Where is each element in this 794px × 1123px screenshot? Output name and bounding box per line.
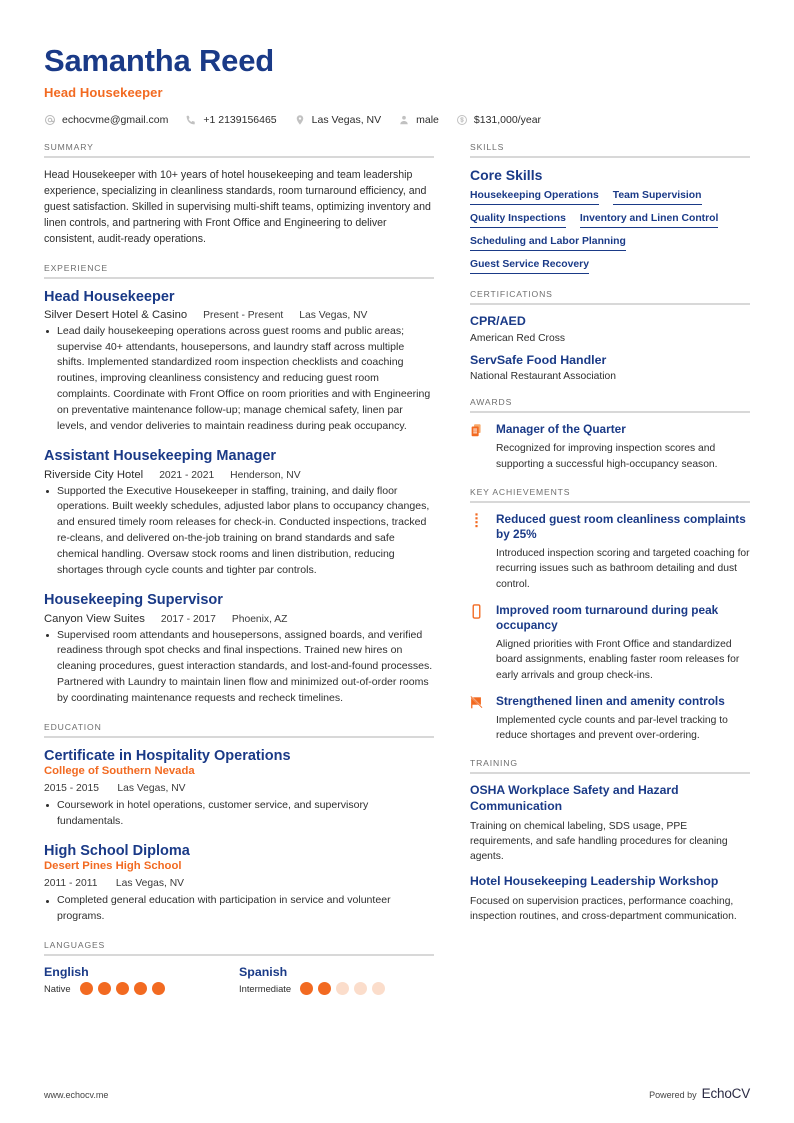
certification-item	[470, 314, 750, 344]
education-degree: Certificate in Hospitality Operations	[44, 747, 291, 764]
contact-phone[interactable]	[185, 114, 276, 126]
contact-email[interactable]	[44, 114, 168, 126]
experience-location: Phoenix, AZ	[231, 613, 288, 625]
section-certifications	[470, 289, 750, 382]
skill-tag: Team Supervision	[613, 190, 702, 205]
clipboard-icon	[470, 422, 496, 472]
bullet-item: Coursework in hotel operations, customer service, and supervisory fundamentals.	[44, 798, 434, 830]
experience-meta	[44, 309, 434, 321]
section-divider	[44, 156, 434, 158]
education-bullets	[44, 893, 434, 925]
section-label-skills: SKILLS	[470, 142, 505, 153]
section-divider	[470, 303, 750, 305]
education-entry	[44, 747, 434, 830]
skill-tag-list	[470, 190, 750, 274]
skill-tag: Guest Service Recovery	[470, 259, 589, 274]
contact-email-value: echocvme@gmail.com	[62, 114, 169, 127]
experience-company: Silver Desert Hotel & Casino	[44, 308, 188, 321]
section-summary	[44, 142, 434, 247]
location-pin-icon	[294, 114, 306, 126]
experience-company: Riverside City Hotel	[44, 468, 144, 481]
section-divider	[44, 954, 434, 956]
certification-name: CPR/AED	[470, 314, 526, 329]
language-rating-dots	[80, 982, 165, 995]
education-degree: High School Diploma	[44, 843, 190, 860]
flag-icon	[470, 694, 496, 744]
certification-issuer: American Red Cross	[470, 332, 565, 344]
achievement-body	[496, 694, 750, 744]
education-location: Las Vegas, NV	[117, 782, 186, 794]
experience-job-title: Assistant Housekeeping Manager	[44, 448, 277, 465]
achievement-body	[496, 603, 750, 683]
contact-salary	[456, 114, 541, 126]
section-label-awards: AWARDS	[470, 397, 513, 408]
certification-item	[470, 353, 750, 383]
section-divider	[44, 277, 434, 279]
summary-text: Head Housekeeper with 10+ years of hotel housekeeping and team leadership experience, specializing in cleanliness standards, room turnaround efficiency, and guest satisfaction. Skilled in supervising multi-shift teams, optimizing inventory and linen controls, and partnering with Front Office and Engineering to deliver consistent, audit-ready operations.	[44, 169, 431, 246]
phone-icon	[185, 114, 197, 126]
achievement-item	[470, 512, 750, 592]
experience-job-title: Head Housekeeper	[44, 288, 175, 305]
rating-dot	[318, 982, 331, 995]
job-title: Head Housekeeper	[44, 85, 163, 101]
section-languages	[44, 940, 434, 995]
training-item	[470, 874, 750, 924]
award-description: Recognized for improving inspection scores and supporting a successful high-occupancy season.	[496, 443, 718, 470]
section-label-certifications: CERTIFICATIONS	[470, 289, 553, 300]
experience-entry	[44, 288, 434, 435]
section-divider	[44, 736, 434, 738]
section-label-experience: EXPERIENCE	[44, 262, 108, 273]
section-divider	[470, 411, 750, 413]
section-experience	[44, 263, 434, 707]
section-label-education: EDUCATION	[44, 721, 102, 732]
training-item	[470, 783, 750, 864]
experience-meta	[44, 613, 434, 625]
education-entry	[44, 842, 434, 925]
section-key-achievements	[470, 487, 750, 744]
education-school: Desert Pines High School	[44, 860, 182, 873]
bullet-item: Lead daily housekeeping operations across guest rooms and public areas; supervise 40+ attendants, housepersons, and laundry staff across multiple shifts. Implemented standardized room inspection checklists and coaching routines, improving cleanliness consistency and reducing guest room complaints. Coordinate with Front Office on room priorities and with Engineering on preventative maintenance follow-up; manage chemical safety, linen par levels, and vendor deliveries to maintain readiness during peak occupancy.	[44, 324, 434, 435]
language-level: Native	[44, 983, 71, 995]
language-rating-dots	[300, 982, 385, 995]
vertical-dots-icon	[470, 512, 496, 592]
experience-dates: 2021 - 2021	[159, 469, 215, 481]
rating-dot	[336, 982, 349, 995]
page-title: Samantha Reed	[44, 43, 274, 78]
rating-dot	[372, 982, 385, 995]
experience-location: Henderson, NV	[230, 469, 301, 481]
skills-group-title: Core Skills	[470, 167, 543, 184]
experience-job-title: Housekeeping Supervisor	[44, 592, 223, 609]
achievement-title: Improved room turnaround during peak occupancy	[496, 602, 719, 633]
contact-salary-value: $131,000/year	[473, 114, 542, 127]
achievement-description: Aligned priorities with Front Office and standardized board assignments, enabling faster room releases for early arrivals and group check-ins.	[496, 639, 740, 681]
section-training	[470, 758, 750, 924]
award-title: Manager of the Quarter	[496, 422, 626, 437]
footer-website[interactable]: www.echocv.me	[44, 1090, 109, 1100]
section-education	[44, 722, 434, 926]
achievement-description: Introduced inspection scoring and targeted coaching for recurring issues such as bathroom detailing and dust control.	[496, 548, 750, 590]
education-location: Las Vegas, NV	[115, 878, 185, 890]
languages-grid	[44, 965, 434, 995]
education-meta	[44, 778, 434, 796]
experience-bullets	[44, 324, 434, 435]
right-column	[470, 142, 750, 939]
contact-location	[294, 114, 381, 126]
resume-body	[44, 142, 750, 1010]
section-divider	[470, 772, 750, 774]
section-label-summary: SUMMARY	[44, 142, 94, 153]
training-description: Focused on supervision practices, performance coaching, inspection routines, and cross-department communication.	[470, 896, 737, 923]
contact-row	[44, 114, 750, 126]
skill-tag: Quality Inspections	[470, 213, 566, 228]
achievement-item	[470, 603, 750, 683]
section-label-key-achievements: KEY ACHIEVEMENTS	[470, 486, 571, 497]
experience-dates: Present - Present	[203, 309, 284, 321]
education-dates: 2011 - 2011	[44, 878, 98, 890]
language-rating-row	[239, 982, 434, 995]
language-level: Intermediate	[239, 983, 292, 995]
contact-gender	[398, 114, 439, 126]
rating-dot	[80, 982, 93, 995]
contact-gender-value: male	[416, 114, 439, 127]
rating-dot	[354, 982, 367, 995]
training-title: Hotel Housekeeping Leadership Workshop	[470, 874, 719, 889]
contact-location-value: Las Vegas, NV	[311, 114, 382, 127]
resume-header	[44, 44, 750, 126]
experience-company: Canyon View Suites	[44, 612, 145, 625]
rating-dot	[300, 982, 313, 995]
rating-dot	[152, 982, 165, 995]
language-item	[44, 965, 239, 995]
footer-branding	[649, 1086, 750, 1101]
education-dates: 2015 - 2015	[44, 782, 99, 794]
dollar-info-icon	[456, 114, 468, 126]
skill-tag: Scheduling and Labor Planning	[470, 236, 626, 251]
language-rating-row	[44, 982, 239, 995]
skill-tag: Inventory and Linen Control	[580, 213, 719, 228]
mobile-device-icon	[470, 603, 496, 683]
powered-by-label: Powered by	[649, 1090, 697, 1100]
award-item	[470, 422, 750, 472]
language-name: English	[44, 965, 89, 980]
education-school: College of Southern Nevada	[44, 764, 195, 777]
contact-phone-value: +1 2139156465	[203, 114, 277, 127]
experience-bullets	[44, 628, 434, 707]
experience-entry	[44, 591, 434, 706]
resume-footer	[44, 1086, 750, 1101]
at-sign-icon	[44, 114, 56, 126]
experience-dates: 2017 - 2017	[160, 613, 216, 625]
achievement-title: Strengthened linen and amenity controls	[496, 693, 725, 708]
bullet-item: Supported the Executive Housekeeper in staffing, training, and daily floor operations. Built weekly schedules, adjusted labor plans to occupancy changes, and ensured timely room releases for check-in. Conducted inspections, tracked re-cleans, and delivered on-the-job training on brand standards and safe chemical handling. Oversaw stock rooms and linen distribution, reducing shortages through cycle counts and tighter par controls.	[44, 484, 434, 579]
rating-dot	[98, 982, 111, 995]
bullet-item: Supervised room attendants and housepersons, assigned boards, and verified readiness through spot checks and final inspections. Trained new hires on cleaning procedures, guest interaction standards, and lost-and-found processes. Partnered with Laundry to maintain linen flow and minimized out-of-order rooms by coordinating maintenance requests and recheck timelines.	[44, 628, 434, 707]
language-name: Spanish	[239, 965, 288, 980]
rating-dot	[134, 982, 147, 995]
experience-meta	[44, 469, 434, 481]
person-icon	[398, 114, 410, 126]
achievement-description: Implemented cycle counts and par-level tracking to reduce shortages and prevent over-ordering.	[496, 715, 728, 742]
training-title: OSHA Workplace Safety and Hazard Communication	[470, 783, 679, 814]
rating-dot	[116, 982, 129, 995]
experience-entry	[44, 447, 434, 578]
achievement-body	[496, 512, 750, 592]
section-divider	[470, 156, 750, 158]
experience-bullets	[44, 484, 434, 579]
certification-name: ServSafe Food Handler	[470, 352, 607, 367]
language-item	[239, 965, 434, 995]
certification-issuer: National Restaurant Association	[470, 371, 616, 383]
experience-location: Las Vegas, NV	[299, 309, 368, 321]
award-body	[496, 422, 750, 472]
training-description: Training on chemical labeling, SDS usage, PPE requirements, and safe handling procedures for cleaning agents.	[470, 821, 728, 863]
achievement-item	[470, 694, 750, 744]
brand-logo: EchoCV	[701, 1086, 750, 1101]
education-meta	[44, 873, 434, 891]
education-bullets	[44, 798, 434, 830]
section-label-training: TRAINING	[470, 758, 518, 769]
bullet-item: Completed general education with participation in service and volunteer programs.	[44, 893, 434, 925]
section-awards	[470, 397, 750, 472]
achievement-title: Reduced guest room cleanliness complaints by 25%	[496, 511, 746, 541]
left-column	[44, 142, 434, 1010]
section-label-languages: LANGUAGES	[44, 940, 106, 951]
section-skills	[470, 142, 750, 274]
skill-tag: Housekeeping Operations	[470, 190, 599, 205]
section-divider	[470, 501, 750, 503]
